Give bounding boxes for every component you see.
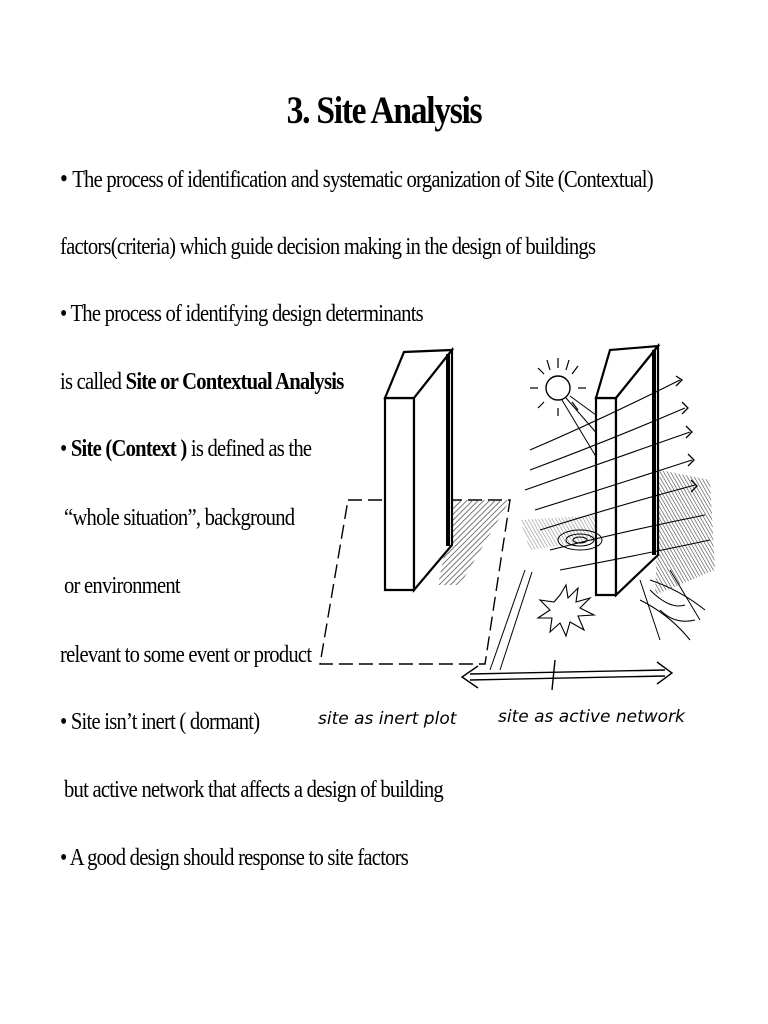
text-line-4-bold: Site or Contextual Analysis (125, 369, 344, 395)
text-line-6: “whole situation”, background (64, 505, 295, 531)
caption-active-network: site as active network (498, 707, 685, 727)
text-line-8: relevant to some event or product (60, 642, 312, 668)
active-network-drawing (462, 346, 715, 690)
burst-icon (538, 585, 594, 636)
text-line-5 (60, 436, 311, 463)
text-line-9: • Site isn’t inert ( dormant) (60, 709, 260, 735)
text-line-5-bold: Site (Context ) (70, 436, 187, 462)
text-line-7: or environment (64, 573, 180, 599)
ground-arrow-icon (462, 660, 672, 690)
text-line-5-bullet: • (60, 436, 71, 462)
inert-plot-drawing (320, 350, 510, 664)
active-block-front (596, 398, 616, 595)
text-line-5-rest: is defined as the (186, 436, 312, 462)
text-line-4-prefix: is called (60, 369, 126, 395)
text-line-10: but active network that affects a design of building (64, 777, 443, 803)
bullet-icon: • (60, 164, 68, 193)
text-line-1-content: The process of identification and systematic organization of Site (Contextual) (72, 167, 653, 193)
slide-title: 3. Site Analysis (286, 89, 482, 132)
text-line-1 (60, 164, 653, 194)
caption-inert-plot: site as inert plot (318, 709, 457, 729)
text-line-11: • A good design should response to site factors (60, 845, 409, 871)
inert-block-front (385, 398, 414, 590)
text-line-4 (60, 369, 343, 396)
text-line-3: • The process of identifying design determinants (60, 301, 423, 327)
text-line-2: factors(criteria) which guide decision making in the design of buildings (60, 234, 596, 260)
site-analysis-sketch (310, 340, 720, 735)
